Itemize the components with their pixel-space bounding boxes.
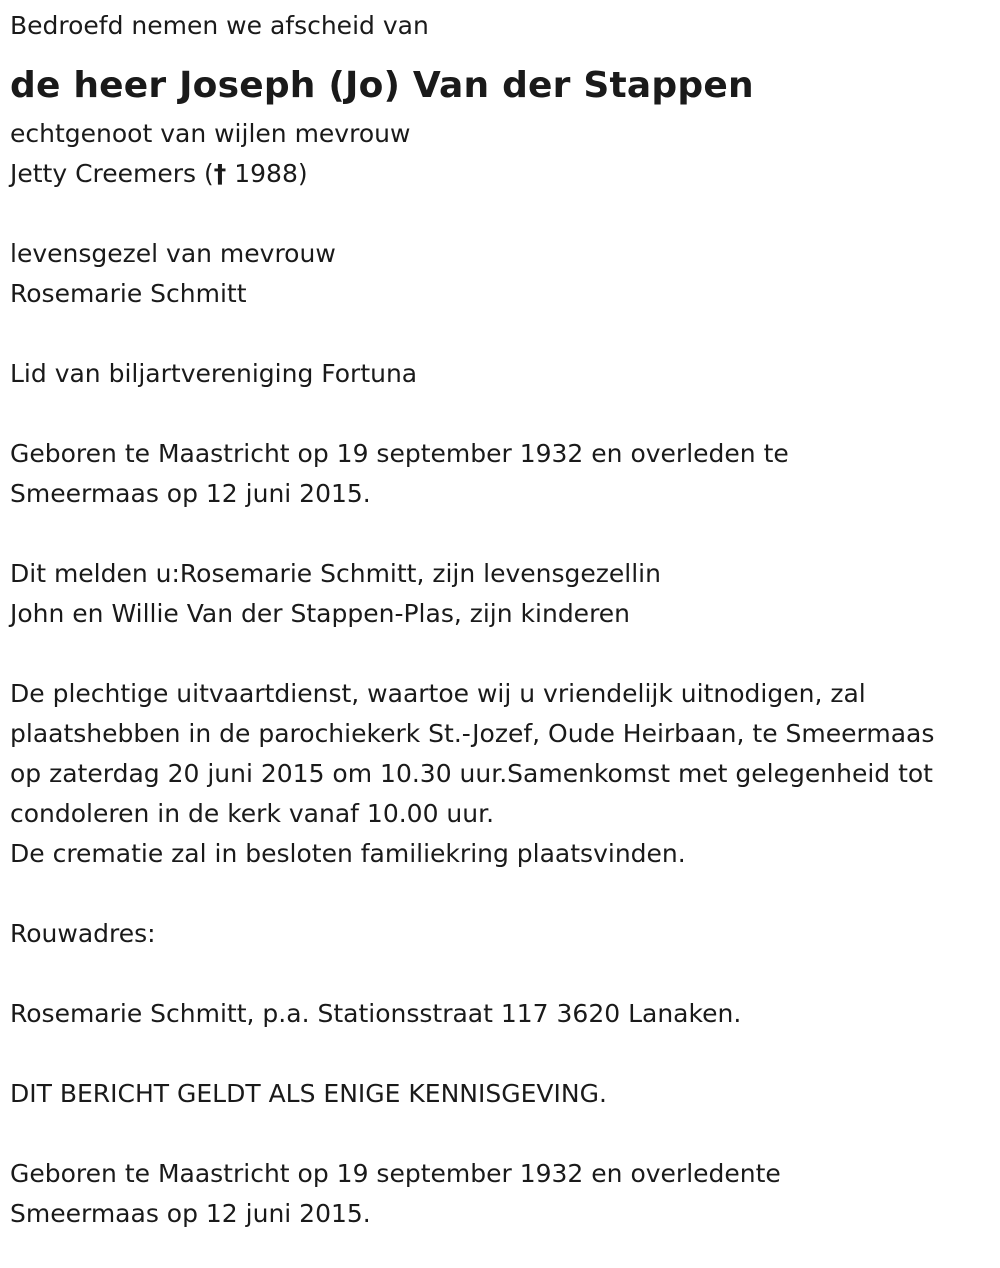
spacer bbox=[10, 1114, 995, 1154]
announcer-line: John en Willie Van der Stappen-Plas, zijn kinderen bbox=[10, 599, 631, 628]
spacer bbox=[10, 194, 995, 234]
partner-name: Rosemarie Schmitt bbox=[10, 279, 247, 308]
intro-text: Bedroefd nemen we afscheid van bbox=[10, 11, 429, 40]
spacer bbox=[10, 314, 995, 354]
announcer-line: Dit melden u:Rosemarie Schmitt, zijn levensgezellin bbox=[10, 559, 661, 588]
ceremony-line: De crematie zal in besloten familiekring plaatsvinden. bbox=[10, 839, 686, 868]
ceremony-line: plaatshebben in de parochiekerk St.-Jozef, Oude Heirbaan, te Smeermaas bbox=[10, 719, 935, 748]
spacer bbox=[10, 954, 995, 994]
spouse-name-prefix: Jetty Creemers ( bbox=[10, 159, 214, 188]
ceremony-line: op zaterdag 20 juni 2015 om 10.30 uur.Samenkomst met gelegenheid tot bbox=[10, 759, 933, 788]
spouse-line: echtgenoot van wijlen mevrouw bbox=[10, 119, 411, 148]
birth-death-line-repeat: Geboren te Maastricht op 19 september 1932 en overledente bbox=[10, 1159, 781, 1188]
spacer bbox=[10, 634, 995, 674]
spacer bbox=[10, 514, 995, 554]
cross-icon: † bbox=[213, 159, 227, 188]
partner-line: levensgezel van mevrouw bbox=[10, 239, 336, 268]
birth-death-line: Geboren te Maastricht op 19 september 1932 en overleden te bbox=[10, 439, 789, 468]
mourning-address-label: Rouwadres: bbox=[10, 919, 156, 948]
spouse-name-suffix: 1988) bbox=[226, 159, 308, 188]
spacer bbox=[10, 874, 995, 914]
spacer bbox=[10, 394, 995, 434]
birth-death-line-repeat: Smeermaas op 12 juni 2015. bbox=[10, 1199, 371, 1228]
official-notice: DIT BERICHT GELDT ALS ENIGE KENNISGEVING. bbox=[10, 1079, 607, 1108]
mourning-address: Rosemarie Schmitt, p.a. Stationsstraat 117 3620 Lanaken. bbox=[10, 999, 742, 1028]
spouse-name bbox=[10, 154, 995, 194]
spacer bbox=[10, 1034, 995, 1074]
birth-death-line: Smeermaas op 12 juni 2015. bbox=[10, 479, 371, 508]
membership-line: Lid van biljartvereniging Fortuna bbox=[10, 359, 418, 388]
deceased-name: de heer Joseph (Jo) Van der Stappen bbox=[10, 65, 754, 106]
death-notice bbox=[10, 6, 995, 1234]
ceremony-line: condoleren in de kerk vanaf 10.00 uur. bbox=[10, 799, 495, 828]
ceremony-line: De plechtige uitvaartdienst, waartoe wij u vriendelijk uitnodigen, zal bbox=[10, 679, 866, 708]
